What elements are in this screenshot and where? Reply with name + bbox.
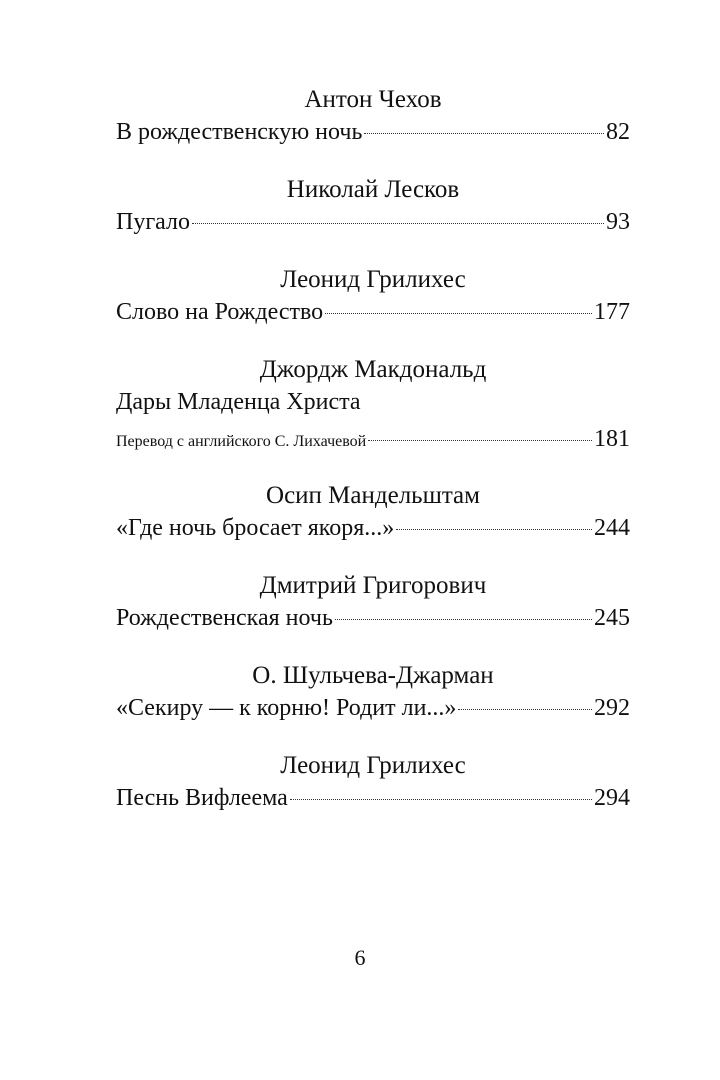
toc-author: Джордж Макдональд <box>259 356 487 383</box>
toc-translator-note: Перевод с английского С. Лихачевой <box>116 433 367 450</box>
dot-leader <box>335 619 592 620</box>
toc-entry <box>116 570 630 634</box>
toc-page-number: 93 <box>606 209 630 235</box>
toc-author: Николай Лесков <box>286 176 460 203</box>
toc-line <box>116 296 630 328</box>
toc-entry <box>116 354 630 454</box>
toc-page-number: 245 <box>594 605 630 631</box>
dot-leader <box>290 799 592 800</box>
toc-author: Осип Мандельштам <box>266 482 480 509</box>
toc-page-number: 294 <box>594 785 630 811</box>
toc-line <box>116 602 630 634</box>
toc-line <box>116 512 630 544</box>
toc-title: Песнь Вифлеема <box>116 785 288 811</box>
toc-entry <box>116 660 630 724</box>
toc-page-number: 244 <box>594 515 630 541</box>
toc-entry <box>116 264 630 328</box>
toc-title: Пугало <box>116 209 191 235</box>
toc-author: Леонид Грилихес <box>280 266 466 293</box>
toc-author: О. Шульчева-Джарман <box>252 662 494 689</box>
table-of-contents <box>116 84 630 840</box>
toc-title: «Где ночь бросает якоря...» <box>116 515 395 541</box>
dot-leader <box>368 440 592 441</box>
toc-page-number: 82 <box>606 119 630 145</box>
toc-page-number: 292 <box>594 695 630 721</box>
toc-line <box>116 424 630 454</box>
toc-title: Слово на Рождество <box>116 299 324 325</box>
toc-entry <box>116 750 630 814</box>
toc-page-number: 181 <box>594 426 630 452</box>
toc-entry <box>116 480 630 544</box>
toc-entry <box>116 174 630 238</box>
toc-line <box>116 206 630 238</box>
toc-title: В рождественскую ночь <box>116 119 363 145</box>
toc-line <box>116 692 630 724</box>
toc-title: Дары Младенца Христа <box>116 389 361 415</box>
toc-author: Антон Чехов <box>304 86 442 113</box>
dot-leader <box>325 313 592 314</box>
dot-leader <box>364 133 604 134</box>
toc-line <box>116 782 630 814</box>
toc-line <box>116 116 630 148</box>
toc-title: «Секиру — к корню! Родит ли...» <box>116 695 457 721</box>
dot-leader <box>192 223 604 224</box>
toc-entry <box>116 84 630 148</box>
toc-author: Леонид Грилихес <box>280 752 466 779</box>
toc-page-number: 177 <box>594 299 630 325</box>
page-number: 6 <box>354 945 366 970</box>
toc-author: Дмитрий Григорович <box>259 572 487 599</box>
toc-title: Рождественская ночь <box>116 605 333 631</box>
dot-leader <box>396 529 592 530</box>
dot-leader <box>458 709 592 710</box>
